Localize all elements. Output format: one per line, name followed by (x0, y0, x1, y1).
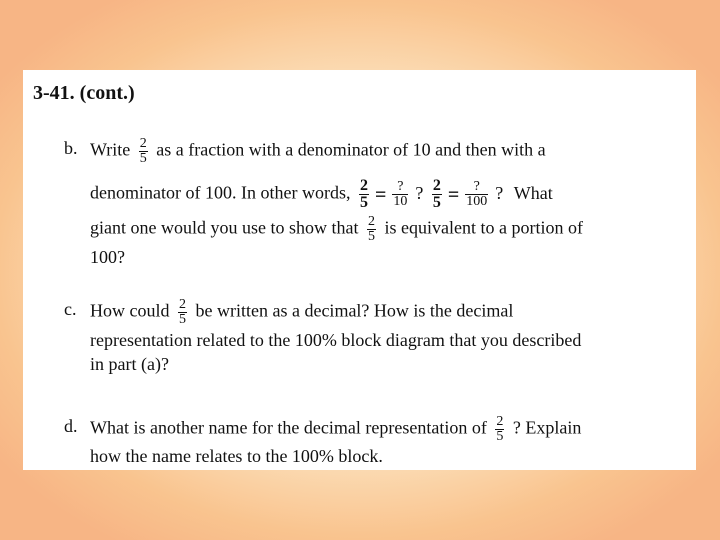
fraction-numerator: 2 (179, 297, 186, 312)
part-b-text-other-words: denominator of 100. In other words, (90, 182, 351, 203)
part-b-text-giant-one: giant one would you use to show that (90, 217, 359, 238)
question-mark: ? (495, 182, 504, 203)
fraction-two-fifths (178, 298, 187, 327)
part-c-letter: c. (64, 299, 77, 319)
fraction-two-fifths (495, 415, 504, 444)
fraction-two-fifths (432, 178, 442, 211)
part-b-line-1 (90, 137, 546, 166)
fraction-denominator: 100 (466, 194, 488, 209)
fraction-denominator: 5 (179, 312, 186, 327)
fraction-numerator: 2 (139, 136, 147, 151)
fraction-numerator: 2 (359, 177, 368, 194)
part-c-line-1 (90, 298, 513, 327)
fraction-two-fifths (359, 178, 369, 211)
part-b-line-2 (90, 178, 553, 211)
part-b-line-4: 100? (90, 247, 125, 267)
part-c-line-3: in part (a)? (90, 354, 169, 374)
fraction-question-over-hundred (465, 180, 488, 209)
fraction-denominator: 5 (359, 194, 368, 211)
fraction-numerator: 2 (432, 177, 441, 194)
fraction-two-fifths (139, 137, 148, 166)
part-c-text-decimal: be written as a decimal? How is the decimal (195, 300, 514, 321)
equals-sign: = (447, 183, 460, 206)
part-c-line-2: representation related to the 100% block diagram that you described (90, 330, 582, 350)
part-d-line-2: how the name relates to the 100% block. (90, 446, 383, 466)
part-d-text-explain: ? Explain (512, 417, 582, 438)
fraction-question-over-ten (392, 180, 408, 209)
part-b-letter: b. (64, 138, 78, 158)
fraction-denominator: 5 (496, 429, 504, 444)
equals-sign: = (374, 183, 387, 206)
fraction-numerator: ? (397, 179, 404, 194)
slide-card (23, 70, 696, 470)
fraction-numerator: 2 (367, 214, 375, 229)
fraction-denominator: 5 (139, 151, 147, 166)
fraction-numerator: ? (473, 179, 480, 194)
part-d-line-1 (90, 415, 581, 444)
fraction-numerator: 2 (496, 414, 504, 429)
part-c-text-how-could: How could (90, 300, 170, 321)
fraction-two-fifths (367, 215, 376, 244)
part-b-text-denominator-10: as a fraction with a denominator of 10 and then with a (156, 139, 546, 160)
fraction-denominator: 5 (432, 194, 441, 211)
problem-number: 3-41. (cont.) (33, 82, 135, 104)
part-d-text-another-name: What is another name for the decimal representation of (90, 417, 487, 438)
fraction-denominator: 10 (393, 194, 408, 209)
fraction-denominator: 5 (367, 229, 375, 244)
part-b-text-write: Write (90, 139, 131, 160)
part-b-text-what: What (513, 182, 553, 203)
question-mark: ? (415, 182, 424, 203)
part-d-letter: d. (64, 416, 78, 436)
part-b-line-3 (90, 215, 583, 244)
part-b-text-equivalent: is equivalent to a portion of (384, 217, 583, 238)
